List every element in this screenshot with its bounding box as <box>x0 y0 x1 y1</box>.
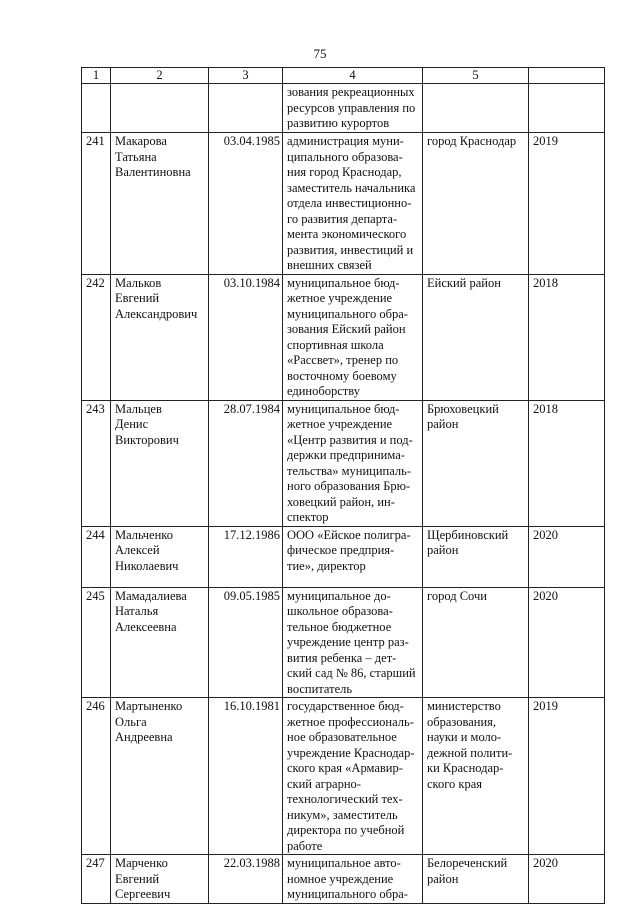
cell-year: 2018 <box>529 400 605 526</box>
table-row <box>82 587 605 698</box>
cell-territory: Белореченский район <box>423 855 529 904</box>
header-cell: 5 <box>423 68 529 84</box>
cell-name: Мальченко Алексей Николаевич <box>111 526 209 587</box>
cell-territory: Ейский район <box>423 274 529 400</box>
cell-organization: государственное бюд- жетное профессиональ- ное образовательное учреждение Краснодар- ского края «Армавир- ский аграрно- технологический тех- никум», заместитель директора по учебной работе <box>283 698 423 855</box>
cell-name: Марченко Евгений Сергеевич <box>111 855 209 904</box>
continuation-row <box>82 84 605 133</box>
page-number: 75 <box>313 46 327 61</box>
cell-territory: министерство образования, науки и моло- дежной полити- ки Краснодар- ского края <box>423 698 529 855</box>
table-row <box>82 855 605 904</box>
cell-year: 2019 <box>529 133 605 275</box>
cell-num: 245 <box>82 587 111 698</box>
cell-num: 242 <box>82 274 111 400</box>
cell-name <box>111 84 209 133</box>
header-cell: 1 <box>82 68 111 84</box>
cell-territory <box>423 84 529 133</box>
cell-name: Мартыненко Ольга Андреевна <box>111 698 209 855</box>
cell-date: 28.07.1984 <box>209 400 283 526</box>
cell-name: Мальцев Денис Викторович <box>111 400 209 526</box>
cell-year: 2020 <box>529 855 605 904</box>
cell-territory: город Краснодар <box>423 133 529 275</box>
cell-num: 243 <box>82 400 111 526</box>
cell-num: 247 <box>82 855 111 904</box>
cell-organization: муниципальное авто- номное учреждение муниципального обра- <box>283 855 423 904</box>
cell-num: 244 <box>82 526 111 587</box>
cell-year: 2020 <box>529 526 605 587</box>
cell-year: 2020 <box>529 587 605 698</box>
header-cell: 2 <box>111 68 209 84</box>
cell-organization: зования рекреационных ресурсов управления по развитию курортов <box>283 84 423 133</box>
cell-organization: муниципальное бюд- жетное учреждение «Центр развития и под- держки предпринима- тельства» муниципаль- ного образования Брю- ховецкий район, ин- спектор <box>283 400 423 526</box>
cell-name: Мальков Евгений Александрович <box>111 274 209 400</box>
cell-date: 16.10.1981 <box>209 698 283 855</box>
table-row <box>82 274 605 400</box>
cell-territory: город Сочи <box>423 587 529 698</box>
cell-organization: муниципальное до- школьное образова- тельное бюджетное учреждение центр раз- вития ребенка – дет- ский сад № 86, старший воспитатель <box>283 587 423 698</box>
header-cell: 4 <box>283 68 423 84</box>
header-cell: 3 <box>209 68 283 84</box>
cell-territory: Щербиновский район <box>423 526 529 587</box>
table-row <box>82 526 605 587</box>
cell-num: 246 <box>82 698 111 855</box>
cell-organization: администрация муни- ципального образова- ния город Краснодар, заместитель начальника отдела инвестиционно- го развития департа- мента экономического развития, инвестиций и внешних связей <box>283 133 423 275</box>
cell-name: Мамадалиева Наталья Алексеевна <box>111 587 209 698</box>
cell-date <box>209 84 283 133</box>
cell-name: Макарова Татьяна Валентиновна <box>111 133 209 275</box>
cell-num <box>82 84 111 133</box>
cell-num: 241 <box>82 133 111 275</box>
cell-year: 2019 <box>529 698 605 855</box>
cell-date: 22.03.1988 <box>209 855 283 904</box>
cell-year: 2018 <box>529 274 605 400</box>
cell-date: 09.05.1985 <box>209 587 283 698</box>
personnel-table <box>81 67 605 904</box>
header-cell <box>529 68 605 84</box>
cell-date: 03.04.1985 <box>209 133 283 275</box>
cell-organization: ООО «Ейское полигра- фическое предприя- тие», директор <box>283 526 423 587</box>
table-row <box>82 698 605 855</box>
table-row <box>82 400 605 526</box>
cell-territory: Брюховецкий район <box>423 400 529 526</box>
table-row <box>82 133 605 275</box>
cell-organization: муниципальное бюд- жетное учреждение муниципального обра- зования Ейский район спортивная школа «Рассвет», тренер по восточному боевому единоборству <box>283 274 423 400</box>
cell-date: 17.12.1986 <box>209 526 283 587</box>
cell-date: 03.10.1984 <box>209 274 283 400</box>
header-row <box>82 68 605 84</box>
cell-year <box>529 84 605 133</box>
